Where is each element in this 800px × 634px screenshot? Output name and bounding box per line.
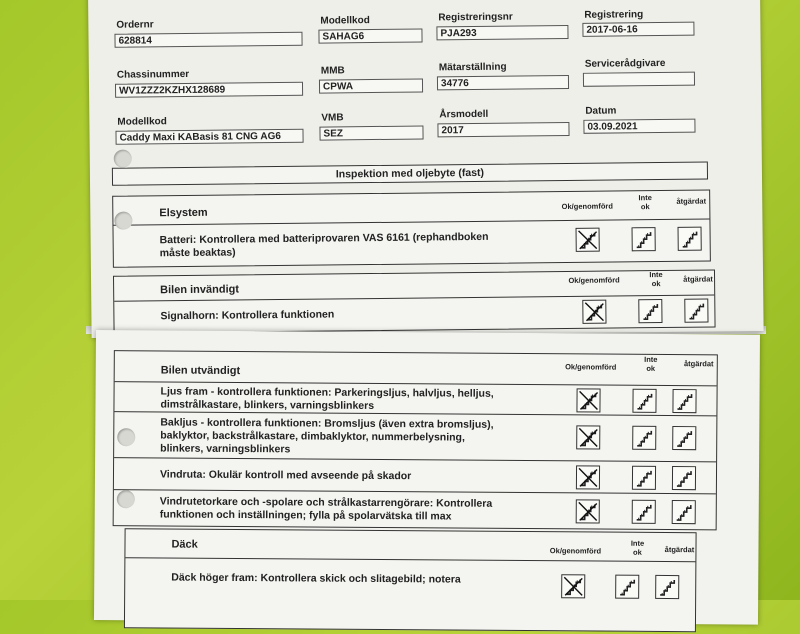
col-inte-ok-header: Inte ok <box>649 269 663 289</box>
row-text-line1: Vindrutetorkare och -spolare och strålkastarrengörare: Kontrollera <box>159 495 493 510</box>
ordernr-label: Ordernr <box>116 19 154 31</box>
stairs-icon <box>633 427 655 449</box>
stairs-icon <box>673 467 695 489</box>
service-field <box>583 72 695 87</box>
table-row <box>114 457 716 494</box>
row-text-line1: Däck höger fram: Kontrollera skick och slitagebild; notera <box>171 571 461 586</box>
row-text-line1: Signalhorn: Kontrollera funktionen <box>160 308 335 323</box>
col-atgardat-header: åtgärdat <box>683 359 714 369</box>
row-text-line3: blinkers, varningsblinkers <box>160 442 291 456</box>
registrering-field: 2017-06-16 <box>582 22 694 37</box>
ok-checkbox[interactable] <box>576 425 600 449</box>
col-atgardat-header: åtgärdat <box>676 196 707 206</box>
punch-hole <box>114 212 132 230</box>
table-row <box>113 219 709 269</box>
stairs-icon <box>577 426 599 448</box>
chassi-field: WV1ZZZ2KZHX128689 <box>115 82 303 98</box>
stairs-icon <box>639 300 661 322</box>
atgardat-checkbox[interactable] <box>655 575 679 599</box>
matar-field: 34776 <box>437 75 569 90</box>
inte-ok-checkbox[interactable] <box>632 227 656 251</box>
ordernr-field: 628814 <box>114 32 302 48</box>
ok-checkbox[interactable] <box>576 465 600 489</box>
datum-label: Datum <box>585 105 617 117</box>
section-title: Elsystem <box>159 206 208 220</box>
inte-ok-checkbox[interactable] <box>615 575 639 599</box>
section-title: Bilen utvändigt <box>160 364 241 378</box>
inspection-banner: Inspektion med oljebyte (fast) <box>112 162 708 186</box>
section-title: Däck <box>171 538 198 551</box>
punch-hole <box>114 150 132 168</box>
stairs-icon <box>673 427 695 449</box>
ok-checkbox[interactable] <box>561 574 585 598</box>
section-bilen-utvandigt <box>113 350 718 530</box>
stairs-icon <box>633 501 655 523</box>
stairs-icon <box>656 576 678 598</box>
modellkod2-label: Modellkod <box>117 116 167 128</box>
col-atgardat-header: åtgärdat <box>683 274 713 284</box>
stairs-icon <box>633 390 655 412</box>
section-bilen-invandigt <box>113 269 716 333</box>
arsmodell-label: Årsmodell <box>439 108 489 121</box>
col-inte-ok-header: Inte ok <box>630 538 645 557</box>
atgardat-checkbox[interactable] <box>684 299 708 323</box>
chassi-label: Chassinummer <box>116 68 190 81</box>
inte-ok-checkbox[interactable] <box>632 466 656 490</box>
col-atgardat-header: åtgärdat <box>664 544 695 555</box>
service-label: Servicerådgivare <box>584 57 666 70</box>
table-row <box>114 381 716 415</box>
stairs-icon <box>577 466 599 488</box>
ok-checkbox[interactable] <box>582 300 606 324</box>
inte-ok-checkbox[interactable] <box>638 299 662 323</box>
col-ok-header: Ok/genomförd <box>549 546 602 556</box>
vmb-label: VMB <box>321 112 344 124</box>
atgardat-checkbox[interactable] <box>678 227 702 251</box>
row-text-line2: baklyktor, backstrålkastare, dimbaklyktor, nummerbelysning, <box>160 429 465 444</box>
stairs-icon <box>633 467 655 489</box>
ok-checkbox[interactable] <box>576 228 600 252</box>
atgardat-checkbox[interactable] <box>672 500 696 524</box>
stairs-icon <box>583 301 605 323</box>
col-inte-ok-header: Inte ok <box>644 354 658 373</box>
row-text-line1: Ljus fram - kontrollera funktionen: Parkeringsljus, halvljus, helljus, <box>160 385 494 400</box>
col-ok-header: Ok/genomförd <box>568 275 620 285</box>
row-text-line2: dimstrålkastare, blinkers, varningsblinkers <box>160 398 375 412</box>
section-title: Bilen invändigt <box>160 283 240 297</box>
stairs-icon <box>577 229 599 251</box>
inte-ok-checkbox[interactable] <box>632 500 656 524</box>
atgardat-checkbox[interactable] <box>672 426 696 450</box>
cross-mark-icon <box>579 231 597 249</box>
modellkod2-field: Caddy Maxi KABasis 81 CNG AG6 <box>115 129 303 145</box>
datum-field: 03.09.2021 <box>583 119 695 134</box>
mmb-field: CPWA <box>319 78 423 93</box>
ok-checkbox[interactable] <box>576 499 600 523</box>
atgardat-checkbox[interactable] <box>672 389 696 413</box>
inspection-sheet-top <box>88 0 764 338</box>
col-inte-ok-header: Inte ok <box>638 193 652 212</box>
col-ok-header: Ok/genomförd <box>561 201 613 212</box>
arsmodell-field: 2017 <box>437 122 569 137</box>
stairs-icon <box>577 500 599 522</box>
section-elsystem <box>112 189 711 267</box>
cross-mark-icon <box>585 303 603 321</box>
table-row <box>114 411 716 462</box>
vmb-field: SEZ <box>319 125 423 140</box>
row-text-line2: funktionen och inställningen; fylla på spolarvätska till max <box>159 508 452 523</box>
punch-hole <box>117 490 135 508</box>
row-text-line1: Vindruta: Okulär kontroll med avseende på skador <box>159 468 412 483</box>
inspection-sheet-bottom <box>94 330 760 625</box>
section-dack <box>124 528 697 632</box>
modellkod-label: Modellkod <box>320 15 370 27</box>
stairs-icon <box>679 228 701 250</box>
stairs-icon <box>673 390 695 412</box>
col-ok-header: Ok/genomförd <box>565 362 617 372</box>
ok-checkbox[interactable] <box>576 388 600 412</box>
stairs-icon <box>633 228 655 250</box>
registrering-label: Registrering <box>584 9 644 21</box>
stairs-icon <box>616 576 638 598</box>
stairs-icon <box>673 501 695 523</box>
row-text-line2: måste beaktas) <box>159 246 236 260</box>
row-text-line1: Bakljus - kontrollera funktionen: Bromsljus (även extra bromsljus), <box>160 416 494 431</box>
stairs-icon <box>577 389 599 411</box>
row-text-line1: Batteri: Kontrollera med batteriprovaren VAS 6161 (rephandboken <box>159 230 489 247</box>
table-row <box>125 557 695 633</box>
punch-hole <box>117 428 135 446</box>
regnr-field: PJA293 <box>436 25 568 40</box>
table-row <box>114 489 716 532</box>
stairs-icon <box>685 300 707 322</box>
modellkod-field: SAHAG6 <box>318 29 422 44</box>
mmb-label: MMB <box>320 65 345 77</box>
stairs-icon <box>562 575 584 597</box>
table-row <box>114 294 714 334</box>
regnr-label: Registreringsnr <box>438 11 513 24</box>
inte-ok-checkbox[interactable] <box>632 426 656 450</box>
matar-label: Mätarställning <box>438 61 507 74</box>
inte-ok-checkbox[interactable] <box>632 389 656 413</box>
atgardat-checkbox[interactable] <box>672 466 696 490</box>
